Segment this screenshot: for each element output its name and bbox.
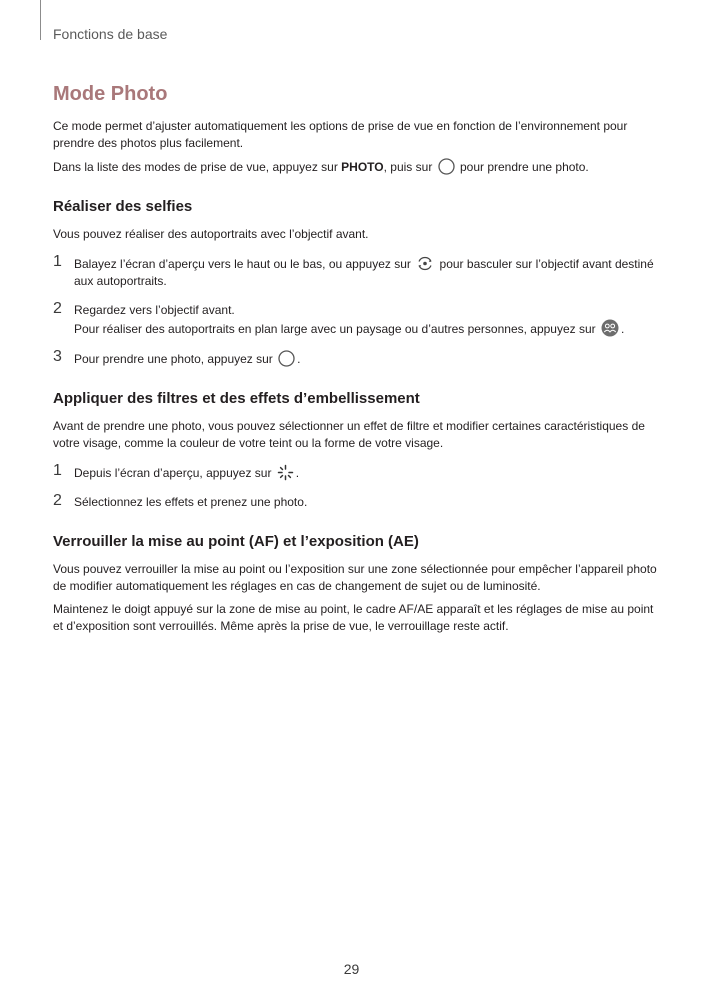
intro-text-a: Dans la liste des modes de prise de vue, appuyez sur: [53, 160, 342, 174]
intro-text-b: , puis sur: [383, 160, 436, 174]
selfies-step-2: [53, 302, 658, 338]
step-text-a: Pour prendre une photo, appuyez sur: [74, 352, 277, 366]
page-number: 29: [343, 961, 360, 977]
step-text-b: .: [621, 322, 625, 336]
shutter-button-icon: [438, 158, 455, 175]
section-header: Fonctions de base: [53, 26, 168, 42]
step-text-b: .: [297, 352, 301, 366]
lock-paragraph-1: Vous pouvez verrouiller la mise au point ou l’exposition sur une zone sélectionnée pour empêcher l’appareil photo de modifier automatiquement les réglages en cas de changement de sujet ou de luminosité.: [53, 562, 657, 593]
selfies-step-1: [53, 255, 658, 290]
filter-sparkle-icon: [277, 464, 294, 481]
intro-paragraph-1: Ce mode permet d’ajuster automatiquement les options de prise de vue en fonction de l’environnement pour prendre des photos plus facilement.: [53, 119, 628, 150]
step-number: 2: [53, 300, 62, 317]
lock-heading: Verrouiller la mise au point (AF) et l’exposition (AE): [53, 533, 419, 550]
step-number: 1: [53, 462, 62, 479]
header-divider: [40, 0, 41, 40]
filters-intro: Avant de prendre une photo, vous pouvez sélectionner un effet de filtre et modifier certaines caractéristiques de votre visage, comme la couleur de votre teint ou la forme de votre visage.: [53, 419, 645, 450]
lock-paragraph-2: Maintenez le doigt appuyé sur la zone de mise au point, le cadre AF/AE apparaît et les réglages de mise au point et d’exposition sont verrouillés. Même après la prise de vue, le verrouillage reste actif.: [53, 602, 654, 633]
wide-selfie-icon: [601, 319, 619, 337]
step-text-a: Pour réaliser des autoportraits en plan large avec un paysage ou d’autres personnes, appuyez sur: [74, 322, 599, 336]
intro-text-c: pour prendre une photo.: [456, 160, 589, 174]
step-text-a: Balayez l’écran d’aperçu vers le haut ou le bas, ou appuyez sur: [74, 257, 415, 271]
selfies-intro: Vous pouvez réaliser des autoportraits avec l’objectif avant.: [53, 227, 369, 241]
intro-photo-label: PHOTO: [341, 160, 384, 174]
filters-step-1: [53, 464, 658, 482]
selfies-step-3: [53, 350, 658, 368]
selfies-heading: Réaliser des selfies: [53, 198, 193, 215]
filters-step-2: [53, 494, 658, 511]
filters-heading: Appliquer des filtres et des effets d’embellissement: [53, 390, 420, 407]
page-title: Mode Photo: [53, 83, 168, 105]
step-text-a: Sélectionnez les effets et prenez une photo.: [74, 495, 308, 509]
switch-camera-icon: [416, 255, 434, 272]
step-text-line-1: Regardez vers l’objectif avant.: [74, 303, 235, 317]
step-number: 2: [53, 492, 62, 509]
step-number: 3: [53, 348, 62, 365]
step-number: 1: [53, 253, 62, 270]
step-text-line-2: [74, 319, 658, 338]
step-text-a: Depuis l’écran d’aperçu, appuyez sur: [74, 466, 275, 480]
shutter-button-icon: [278, 350, 295, 367]
intro-paragraph-2: [53, 158, 658, 176]
step-text-b: .: [295, 466, 300, 480]
step-text-b: pour basculer sur l’objectif avant destiné aux autoportraits.: [74, 257, 654, 288]
page-content: [53, 82, 658, 641]
